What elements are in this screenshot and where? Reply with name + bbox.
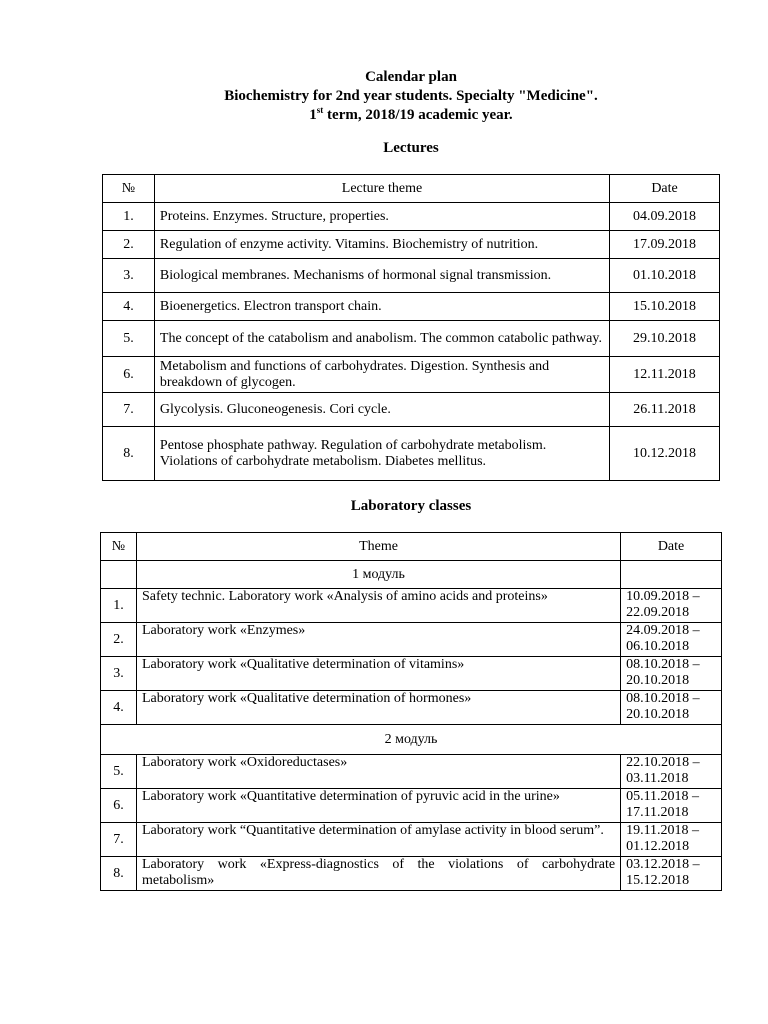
- lab-date-end: 20.10.2018: [626, 707, 690, 722]
- lecture-theme: Metabolism and functions of carbohydrates. Digestion. Synthesis and breakdown of glycogen.: [154, 357, 609, 393]
- lecture-theme: Biological membranes. Mechanisms of hormonal signal transmission.: [154, 259, 609, 293]
- lecture-date: 01.10.2018: [610, 259, 720, 293]
- lecture-number: 6.: [103, 357, 155, 393]
- lecture-number: 2.: [103, 231, 155, 259]
- lecture-theme: The concept of the catabolism and anabolism. The common catabolic pathway.: [154, 321, 609, 357]
- lecture-date: 04.09.2018: [610, 203, 720, 231]
- module-row: [101, 725, 722, 755]
- term-text: term, 2018/19 academic year.: [323, 107, 513, 123]
- lab-theme: Laboratory work «Qualitative determination of vitamins»: [136, 657, 620, 691]
- lectures-col-theme: Lecture theme: [154, 175, 609, 203]
- lab-date-end: 17.11.2018: [626, 805, 689, 820]
- lab-date-start: 08.10.2018 –: [626, 657, 700, 672]
- lab-date-start: 03.12.2018 –: [626, 857, 700, 872]
- lab-date-end: 22.09.2018: [626, 605, 690, 620]
- table-row: [101, 589, 722, 623]
- document-subtitle: Biochemistry for 2nd year students. Specialty "Medicine".: [224, 88, 598, 104]
- lab-number: 5.: [101, 755, 137, 789]
- lab-number: 3.: [101, 657, 137, 691]
- lecture-theme: Regulation of enzyme activity. Vitamins. Biochemistry of nutrition.: [154, 231, 609, 259]
- table-row: [101, 657, 722, 691]
- table-row: [103, 393, 720, 427]
- labs-section-title: Laboratory classes: [350, 498, 472, 514]
- module-empty-cell: [101, 561, 137, 589]
- lectures-header-row: [103, 175, 720, 203]
- lecture-number: 7.: [103, 393, 155, 427]
- lab-date-start: 22.10.2018 –: [626, 755, 700, 770]
- table-row: [103, 293, 720, 321]
- lab-date-end: 01.12.2018: [626, 839, 690, 854]
- table-row: [101, 789, 722, 823]
- lab-date: [621, 857, 722, 891]
- table-row: [103, 357, 720, 393]
- lab-date: [621, 789, 722, 823]
- module-2-label: 2 модуль: [101, 725, 722, 755]
- lab-date: [621, 589, 722, 623]
- module-1-label: 1 модуль: [136, 561, 620, 589]
- lab-date-end: 06.10.2018: [626, 639, 690, 654]
- lab-date-end: 03.11.2018: [626, 771, 689, 786]
- lab-date: [621, 755, 722, 789]
- lectures-col-num: №: [103, 175, 155, 203]
- lecture-date: 26.11.2018: [610, 393, 720, 427]
- module-row: [101, 561, 722, 589]
- lab-date-start: 10.09.2018 –: [626, 589, 700, 604]
- document-header: [0, 68, 768, 125]
- lab-date: [621, 657, 722, 691]
- lecture-number: 4.: [103, 293, 155, 321]
- lab-number: 1.: [101, 589, 137, 623]
- term-number: 1: [309, 107, 317, 123]
- table-row: [101, 623, 722, 657]
- lecture-date: 29.10.2018: [610, 321, 720, 357]
- lecture-theme: Glycolysis. Gluconeogenesis. Cori cycle.: [154, 393, 609, 427]
- lectures-section-title: Lectures: [383, 140, 439, 156]
- lab-date-start: 05.11.2018 –: [626, 789, 700, 804]
- table-row: [103, 321, 720, 357]
- labs-header-row: [101, 533, 722, 561]
- table-row: [101, 823, 722, 857]
- lecture-theme: Pentose phosphate pathway. Regulation of carbohydrate metabolism. Violations of carbohydrate metabolism. Diabetes mellitus.: [154, 427, 609, 481]
- table-row: [101, 857, 722, 891]
- lab-date-start: 08.10.2018 –: [626, 691, 700, 706]
- lectures-col-date: Date: [610, 175, 720, 203]
- lab-date: [621, 691, 722, 725]
- labs-table: [100, 532, 722, 891]
- lab-date: [621, 623, 722, 657]
- lab-theme: Laboratory work «Oxidoreductases»: [136, 755, 620, 789]
- lecture-number: 8.: [103, 427, 155, 481]
- lab-number: 2.: [101, 623, 137, 657]
- document-title: Calendar plan: [365, 69, 457, 85]
- lecture-date: 15.10.2018: [610, 293, 720, 321]
- labs-col-num: №: [101, 533, 137, 561]
- table-row: [103, 427, 720, 481]
- lab-number: 8.: [101, 857, 137, 891]
- term-ordinal-suffix: st: [316, 105, 324, 115]
- lectures-table: [102, 174, 720, 481]
- lecture-number: 3.: [103, 259, 155, 293]
- table-row: [103, 259, 720, 293]
- lab-theme: Laboratory work “Quantitative determination of amylase activity in blood serum”.: [136, 823, 620, 857]
- lecture-number: 1.: [103, 203, 155, 231]
- lab-number: 4.: [101, 691, 137, 725]
- lecture-number: 5.: [103, 321, 155, 357]
- module-empty-cell: [621, 561, 722, 589]
- lab-date-end: 20.10.2018: [626, 673, 690, 688]
- lab-date-end: 15.12.2018: [626, 873, 690, 888]
- lecture-date: 17.09.2018: [610, 231, 720, 259]
- table-row: [103, 231, 720, 259]
- lab-theme: Laboratory work «Quantitative determination of pyruvic acid in the urine»: [136, 789, 620, 823]
- table-row: [101, 755, 722, 789]
- term-line: [0, 106, 768, 125]
- lab-theme: Laboratory work «Express-diagnostics of the violations of carbohydrate metabolism»: [136, 857, 620, 891]
- lab-number: 6.: [101, 789, 137, 823]
- lab-number: 7.: [101, 823, 137, 857]
- lab-date-start: 24.09.2018 –: [626, 623, 700, 638]
- lab-theme: Laboratory work «Enzymes»: [136, 623, 620, 657]
- table-row: [103, 203, 720, 231]
- lab-date: [621, 823, 722, 857]
- labs-col-date: Date: [621, 533, 722, 561]
- table-row: [101, 691, 722, 725]
- lecture-date: 12.11.2018: [610, 357, 720, 393]
- lab-theme: Laboratory work «Qualitative determination of hormones»: [136, 691, 620, 725]
- lecture-date: 10.12.2018: [610, 427, 720, 481]
- lecture-theme: Bioenergetics. Electron transport chain.: [154, 293, 609, 321]
- lab-date-start: 19.11.2018 –: [626, 823, 700, 838]
- lecture-theme: Proteins. Enzymes. Structure, properties.: [154, 203, 609, 231]
- labs-col-theme: Theme: [136, 533, 620, 561]
- lab-theme: Safety technic. Laboratory work «Analysis of amino acids and proteins»: [136, 589, 620, 623]
